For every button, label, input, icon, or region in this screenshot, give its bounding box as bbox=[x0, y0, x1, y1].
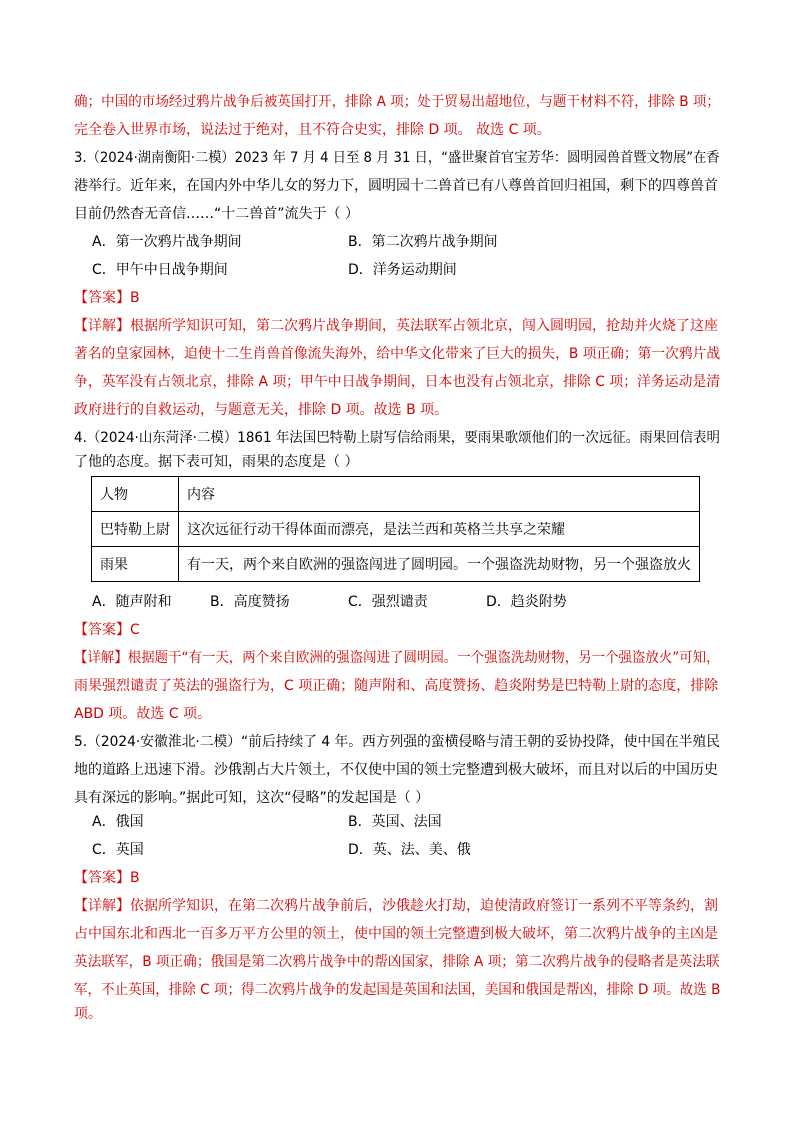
q3-answer: 【答案】B bbox=[74, 290, 140, 306]
table-header-cell: 人物 bbox=[92, 477, 179, 512]
q3-option-b: B．第二次鸦片战争期间 bbox=[348, 234, 498, 250]
q4-answer: 【答案】C bbox=[74, 622, 140, 638]
q5-option-b: B．英国、法国 bbox=[348, 814, 442, 830]
q3-detail-line-4: 政府进行的自救运动，与题意无关，排除 D 项。故选 B 项。 bbox=[74, 402, 449, 418]
intro-line-2: 完全卷入世界市场，说法过于绝对，且不符合史实，排除 D 项。 故选 C 项。 bbox=[74, 122, 551, 138]
q4-option-c: C．强烈谴责 bbox=[348, 594, 428, 610]
q4-detail-line-2: 雨果强烈谴责了英法的强盗行为，C 项正确；随声附和、高度赞扬、趋炎附势是巴特勒上尉的态度，排除 bbox=[74, 678, 719, 694]
q4-option-a: A．随声附和 bbox=[92, 594, 172, 610]
q3-detail-line-3: 争，英军没有占领北京，排除 A 项；甲午中日战争期间，日本也没有占领北京，排除 C 项；洋务运动是清 bbox=[74, 374, 721, 390]
q5-detail-line-2: 占中国东北和西北一百多万平方公里的领土，使中国的领土完整遭到极大破坏，第二次鸦片战争的主凶是 bbox=[74, 926, 718, 942]
q4-option-d: D．趋炎附势 bbox=[486, 594, 567, 610]
q3-stem-line-1: 3.（2024·湖南衡阳·二模）2023 年 7 月 4 日至 8 月 31 日，“盛世聚首官宝芳华：圆明园兽首暨文物展”在香 bbox=[74, 150, 720, 166]
q5-option-c: C．英国 bbox=[92, 842, 144, 858]
table-row bbox=[92, 547, 700, 582]
q3-stem-line-3: 目前仍然杳无音信……“十二兽首”流失于（ ） bbox=[74, 206, 359, 222]
table-cell: 巴特勒上尉 bbox=[92, 512, 179, 547]
q3-stem-line-2: 港举行。近年来，在国内外中华儿女的努力下，圆明园十二兽首已有八尊兽首回归祖国，剩下的四尊兽首 bbox=[74, 178, 718, 194]
table-cell: 有一天，两个来自欧洲的强盗闯进了圆明园。一个强盗洗劫财物，另一个强盗放火 bbox=[179, 547, 700, 582]
q3-detail-line-2: 著名的皇家园林，迫使十二生肖兽首像流失海外，给中华文化带来了巨大的损失，B 项正确；第一次鸦片战 bbox=[74, 346, 721, 362]
q3-option-a: A．第一次鸦片战争期间 bbox=[92, 234, 242, 250]
q5-stem-line-2: 地的道路上迅速下滑。沙俄割占大片领土，不仅使中国的领土完整遭到极大破坏，而且对以后的中国历史 bbox=[74, 762, 718, 778]
q5-answer: 【答案】B bbox=[74, 870, 140, 886]
q4-detail-line-3: ABD 项。故选 C 项。 bbox=[74, 706, 212, 722]
q5-detail-line-5: 项。 bbox=[74, 1006, 102, 1022]
q5-stem-line-3: 具有深远的影响。”据此可知，这次“侵略”的发起国是（ ） bbox=[74, 790, 430, 806]
q4-table bbox=[91, 476, 700, 582]
table-header-cell: 内容 bbox=[179, 477, 700, 512]
table-row bbox=[92, 477, 700, 512]
q5-option-d: D．英、法、美、俄 bbox=[348, 842, 471, 858]
table-cell: 这次远征行动干得体面而漂亮，是法兰西和英格兰共享之荣耀 bbox=[179, 512, 700, 547]
q3-option-d: D．洋务运动期间 bbox=[348, 262, 457, 278]
q5-option-a: A．俄国 bbox=[92, 814, 144, 830]
q5-stem-line-1: 5.（2024·安徽淮北·二模）“前后持续了 4 年。西方列强的蛮横侵略与清王朝的妥协投降，使中国在半殖民 bbox=[74, 734, 720, 750]
q5-detail-line-1: 【详解】依据所学知识，在第二次鸦片战争前后，沙俄趁火打劫，迫使清政府签订一系列不平等条约，割 bbox=[74, 898, 718, 914]
intro-line-1: 确；中国的市场经过鸦片战争后被英国打开，排除 A 项；处于贸易出超地位，与题干材料不符，排除 B 项； bbox=[74, 94, 720, 110]
q4-stem-line-1: 4.（2024·山东菏泽·二模）1861 年法国巴特勒上尉写信给雨果，要雨果歌颂他们的一次远征。雨果回信表明 bbox=[74, 430, 720, 446]
q4-option-b: B．高度赞扬 bbox=[210, 594, 290, 610]
q5-detail-line-4: 军，不止英国，排除 C 项；得二次鸦片战争的发起国是英国和法国，美国和俄国是帮凶，排除 D 项。故选 B bbox=[74, 982, 721, 998]
q3-option-c: C．甲午中日战争期间 bbox=[92, 262, 228, 278]
q3-detail-line-1: 【详解】根据所学知识可知，第二次鸦片战争期间，英法联军占领北京，闯入圆明园，抢劫并火烧了这座 bbox=[74, 318, 718, 334]
table-cell: 雨果 bbox=[92, 547, 179, 582]
q4-stem-line-2: 了他的态度。据下表可知，雨果的态度是（ ） bbox=[74, 454, 359, 470]
table-row bbox=[92, 512, 700, 547]
q4-detail-line-1: 【详解】根据题干“有一天，两个来自欧洲的强盗闯进了圆明园。一个强盗洗劫财物，另一个强盗放火”可知， bbox=[74, 650, 720, 666]
q5-detail-line-3: 英法联军，B 项正确；俄国是第二次鸦片战争中的帮凶国家，排除 A 项；第二次鸦片战争的侵略者是英法联 bbox=[74, 954, 720, 970]
